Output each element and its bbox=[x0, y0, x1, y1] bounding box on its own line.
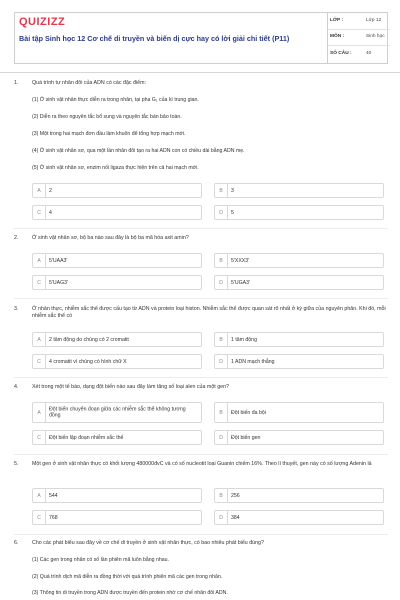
option-text: 3 bbox=[231, 187, 234, 194]
answer-option-d[interactable] bbox=[214, 354, 384, 369]
answer-option-c[interactable] bbox=[32, 354, 202, 369]
count-value: 40 bbox=[366, 51, 372, 56]
question-text: Ở sinh vật nhân sơ, bộ ba nào sau đây là bộ ba mã hóa axit amin? bbox=[32, 235, 189, 241]
answer-option-a[interactable] bbox=[32, 402, 202, 423]
answer-option-d[interactable] bbox=[214, 510, 384, 525]
statement: (3) Thông tin di truyền trong ADN được truyền đến protein nhờ cơ chế nhân đôi ADN. bbox=[32, 590, 228, 596]
answer-option-b[interactable] bbox=[214, 402, 384, 423]
option-letter: B bbox=[215, 403, 228, 422]
answer-option-a[interactable] bbox=[32, 253, 202, 268]
option-letter: C bbox=[33, 431, 46, 444]
option-letter: A bbox=[33, 184, 46, 197]
statement: (1) Ở sinh vật nhân thực diễn ra trong nhân, tại pha G₁ của kì trung gian. bbox=[32, 97, 199, 103]
statement: (1) Các gen trong nhân có số lần phiên mã luôn bằng nhau. bbox=[32, 557, 169, 563]
option-letter: B bbox=[215, 254, 228, 267]
option-letter: B bbox=[215, 333, 228, 346]
question-text: Một gen ở sinh vật nhân thực có khối lượng 480000đvC và có số nucleotit loại Guanin chiếm 16%. Theo lí thuyết, gen này có số lượng Adenin là bbox=[32, 461, 372, 467]
question-divider bbox=[14, 298, 388, 299]
worksheet-title: Bài tập Sinh học 12 Cơ chế di truyền và biến dị cực hay có lời giải chi tiết (P11) bbox=[19, 34, 290, 43]
statement: (4) Ở sinh vật nhân sơ, qua một lần nhân đôi tạo ra hai ADN con có chiều dài bằng ADN mẹ. bbox=[32, 148, 245, 154]
question-number: 6. bbox=[14, 540, 19, 546]
answer-option-c[interactable] bbox=[32, 430, 202, 445]
option-letter: C bbox=[33, 355, 46, 368]
option-text: 4 cromatit vì chúng có hình chữ X bbox=[49, 358, 127, 365]
grade-label: LỚP : bbox=[330, 18, 344, 23]
grade-value: Lớp 12 bbox=[366, 18, 382, 23]
statement: (2) Diễn ra theo nguyên tắc bổ sung và nguyên tắc bán bảo toàn. bbox=[32, 114, 182, 120]
option-letter: C bbox=[33, 206, 46, 219]
question-number: 2. bbox=[14, 235, 19, 241]
question-text: Cho các phát biểu sau đây về cơ chế di truyền ở sinh vật nhân thực, có bao nhiêu phát biểu đúng? bbox=[32, 540, 264, 546]
subject-value: Sinh học bbox=[366, 34, 385, 39]
statement: (5) Ở sinh vật nhân sơ, enzim nối ligaza thực hiện trên cả hai mạch mới. bbox=[32, 165, 199, 171]
question-divider bbox=[14, 454, 388, 455]
option-letter: C bbox=[33, 276, 46, 289]
question-text: Quá trình tự nhân đôi của ADN có các đặc điểm: bbox=[32, 80, 146, 86]
answer-option-a[interactable] bbox=[32, 332, 202, 347]
answer-option-c[interactable] bbox=[32, 510, 202, 525]
question-divider bbox=[14, 377, 388, 378]
option-letter: D bbox=[215, 511, 228, 524]
option-text: 5'XXX3' bbox=[231, 257, 250, 264]
answer-option-d[interactable] bbox=[214, 205, 384, 220]
statement: (3) Một trong hai mạch đơn đầu làm khuôn để tổng hợp mạch mới. bbox=[32, 131, 186, 137]
option-letter: A bbox=[33, 403, 46, 422]
option-text: Đột biến lặp đoạn nhiễm sắc thể bbox=[49, 434, 124, 441]
option-letter: D bbox=[215, 355, 228, 368]
answer-option-d[interactable] bbox=[214, 275, 384, 290]
option-letter: C bbox=[33, 511, 46, 524]
option-text: 2 tâm động do chúng có 2 cromatit bbox=[49, 336, 129, 343]
answer-option-b[interactable] bbox=[214, 253, 384, 268]
option-text: 544 bbox=[49, 492, 58, 499]
question-number: 4. bbox=[14, 384, 19, 390]
question-text: Ở nhân thực, nhiễm sắc thể được cấu tạo từ ADN và protein loại histon. Nhiễm sắc thể được quan sát rõ nhất ở kỳ giữa của nguyên phân. Khi đó, mỗi nhiễm sắc thể có bbox=[32, 306, 386, 319]
answer-option-b[interactable] bbox=[214, 332, 384, 347]
question-divider bbox=[14, 228, 388, 229]
option-text: 5'UAA3' bbox=[49, 257, 68, 264]
option-letter: D bbox=[215, 431, 228, 444]
option-text: 1 tâm động bbox=[231, 336, 257, 343]
option-text: 5 bbox=[231, 209, 234, 216]
option-text: Đột biến đa bội bbox=[231, 409, 266, 416]
option-text: 256 bbox=[231, 492, 240, 499]
answer-option-a[interactable] bbox=[32, 488, 202, 503]
meta-row-subject bbox=[328, 29, 390, 46]
worksheet-meta-table bbox=[327, 13, 390, 63]
question-number: 5. bbox=[14, 461, 19, 467]
option-letter: A bbox=[33, 489, 46, 502]
meta-row-count bbox=[328, 46, 390, 63]
answer-option-a[interactable] bbox=[32, 183, 202, 198]
option-text: 2 bbox=[49, 187, 52, 194]
meta-row-grade bbox=[328, 13, 390, 30]
option-text: 1 ADN mạch thẳng bbox=[231, 358, 275, 365]
option-text: 5'UAG3' bbox=[49, 279, 68, 286]
option-text: 4 bbox=[49, 209, 52, 216]
question-number: 1. bbox=[14, 80, 19, 86]
question-number: 3. bbox=[14, 306, 19, 312]
option-letter: D bbox=[215, 276, 228, 289]
worksheet-header bbox=[14, 12, 388, 64]
answer-option-c[interactable] bbox=[32, 205, 202, 220]
count-label: SỐ CÂU : bbox=[330, 51, 352, 56]
question-text: Xét trong một tế bào, dạng đột biến nào sau đây làm tăng số loại alen của một gen? bbox=[32, 384, 230, 390]
option-letter: B bbox=[215, 489, 228, 502]
answer-option-c[interactable] bbox=[32, 275, 202, 290]
option-text: Đột biến chuyển đoạn giữa các nhiễm sắc thể không tương đồng bbox=[49, 406, 186, 419]
option-text: 384 bbox=[231, 514, 240, 521]
option-text: 5'UGA3' bbox=[231, 279, 250, 286]
option-text: 768 bbox=[49, 514, 58, 521]
option-letter: D bbox=[215, 206, 228, 219]
answer-option-b[interactable] bbox=[214, 488, 384, 503]
answer-option-b[interactable] bbox=[214, 183, 384, 198]
option-letter: A bbox=[33, 254, 46, 267]
question-divider bbox=[14, 534, 388, 535]
option-letter: A bbox=[33, 333, 46, 346]
answer-option-d[interactable] bbox=[214, 430, 384, 445]
option-letter: B bbox=[215, 184, 228, 197]
header-divider bbox=[0, 72, 400, 73]
subject-label: MÔN : bbox=[330, 34, 345, 39]
statement: (2) Quá trình dịch mã diễn ra đồng thời với quá trình phiên mã các gen trong nhân. bbox=[32, 574, 223, 580]
option-text: Đột biến gen bbox=[231, 434, 261, 441]
quizizz-logo: QUIZIZZ bbox=[19, 16, 66, 28]
